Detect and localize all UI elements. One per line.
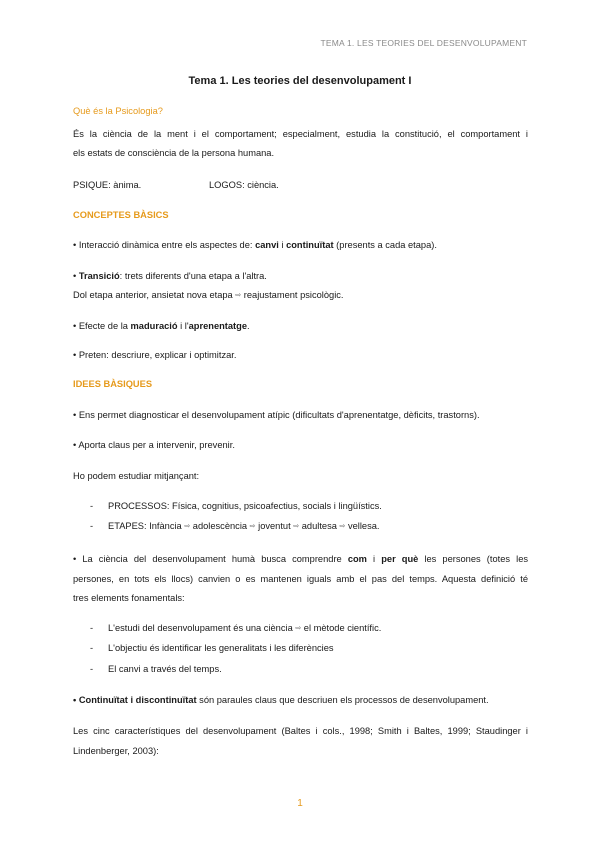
concept-bullet-2-detail: Dol etapa anterior, ansietat nova etapa ⇨ reajustament psicològic. [73, 290, 344, 300]
heading-psicologia: Què és la Psicologia? [73, 106, 163, 116]
arrow-icon: ⇨ [339, 523, 346, 530]
logos-text: LOGOS: ciència. [209, 180, 279, 190]
concept-bullet-2: • Transició: trets diferents d'una etapa a l'altra. [73, 271, 267, 281]
arrow-icon: ⇨ [184, 523, 191, 530]
definition-line-2: els estats de consciència de la persona humana. [73, 148, 275, 158]
list-dash: - [90, 643, 94, 653]
study-intro: Ho podem estudiar mitjançant: [73, 471, 200, 481]
arrow-icon: ⇨ [293, 523, 300, 530]
running-header: TEMA 1. LES TEORIES DEL DESENVOLUPAMENT [320, 38, 527, 48]
concept-bullet-3: • Efecte de la maduració i l'aprenentatge. [73, 321, 250, 331]
page-title: Tema 1. Les teories del desenvolupament I [188, 75, 412, 87]
list-item-processos: PROCESSOS: Física, cognitius, psicoafectius, socials i lingüístics. [108, 501, 382, 511]
definition-line-1: És la ciència de la ment i el comportament; especialment, estudia la constitució, el comportament i [73, 129, 528, 139]
heading-conceptes: CONCEPTES BÀSICS [73, 210, 169, 220]
list-item-canvi: El canvi a través del temps. [108, 664, 222, 674]
arrow-icon: ⇨ [249, 523, 256, 530]
paragraph-1-line-2: persones, en tots els llocs) canvien o es mantenen iguals amb el pas del temps. Aquesta definició té [73, 574, 528, 584]
list-dash: - [90, 623, 94, 633]
paragraph-2: • Continuïtat i discontinuïtat són paraules claus que descriuen els processos de desenvolupament. [73, 695, 489, 705]
paragraph-3-line-1: Les cinc característiques del desenvolupament (Baltes i cols., 1998; Smith i Baltes, 1999; Staudinger i [73, 726, 528, 736]
paragraph-1-line-3: tres elements fonamentals: [73, 593, 185, 603]
list-dash: - [90, 521, 94, 531]
list-item-etapes: ETAPES: Infància ⇨ adolescència ⇨ joventut ⇨ adultesa ⇨ vellesa. [108, 521, 380, 531]
list-item-ciencia: L'estudi del desenvolupament és una ciència ⇨ el mètode científic. [108, 623, 382, 633]
concept-bullet-4: • Preten: descriure, explicar i optimitzar. [73, 350, 237, 360]
idea-bullet-1: • Ens permet diagnosticar el desenvolupament atípic (dificultats d'aprenentatge, dèficits, trastorns). [73, 410, 480, 420]
page-number: 1 [297, 798, 303, 809]
list-dash: - [90, 501, 94, 511]
idea-bullet-2: • Aporta claus per a intervenir, prevenir. [73, 440, 235, 450]
heading-idees: IDEES BÀSIQUES [73, 379, 153, 389]
paragraph-3-line-2: Lindenberger, 2003): [73, 746, 159, 756]
psique-text: PSIQUE: ànima. [73, 180, 142, 190]
concept-bullet-1: • Interacció dinàmica entre els aspectes de: canvi i continuïtat (presents a cada etapa). [73, 240, 437, 250]
list-dash: - [90, 664, 94, 674]
arrow-icon: ⇨ [235, 292, 242, 299]
etymology-line [73, 179, 528, 191]
paragraph-1-line-1: • La ciència del desenvolupament humà busca comprendre com i per què les persones (totes les [73, 554, 529, 564]
arrow-icon: ⇨ [295, 625, 302, 632]
list-item-objectiu: L'objectiu és identificar les generalitats i les diferències [108, 643, 334, 653]
